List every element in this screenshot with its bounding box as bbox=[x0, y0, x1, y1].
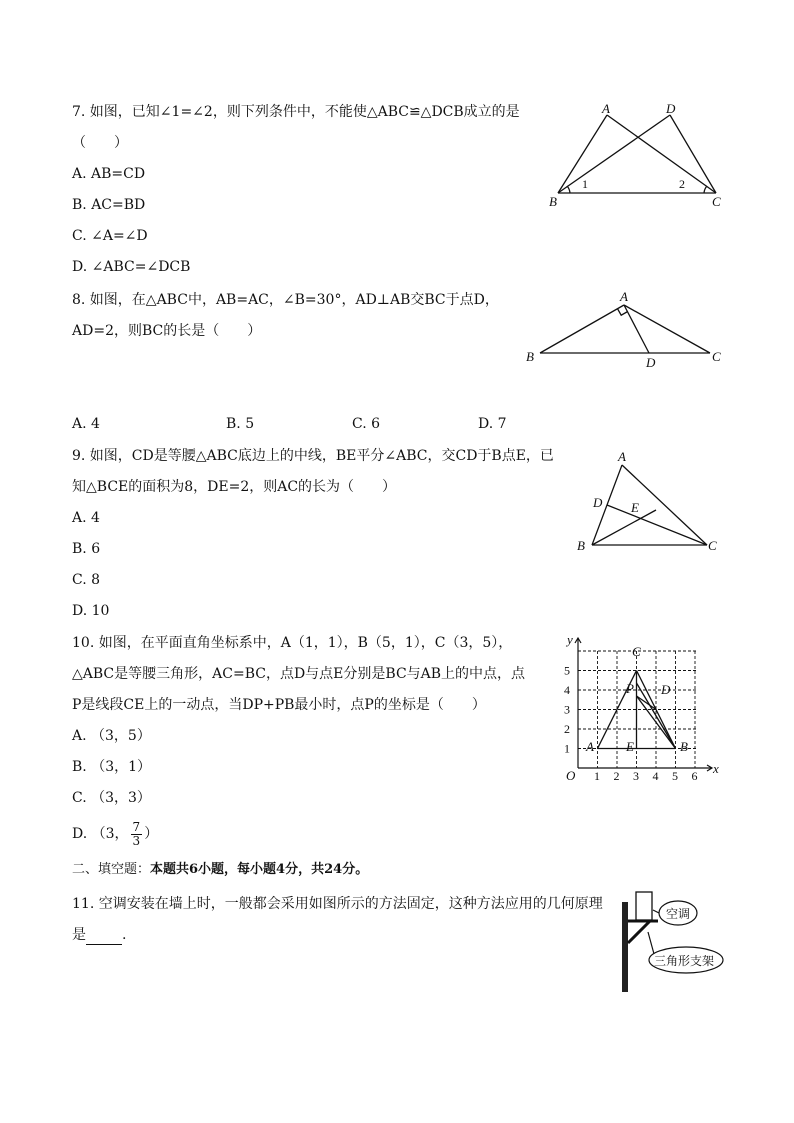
q7-angle1-arc bbox=[567, 186, 570, 193]
q10-label-y-axis: y bbox=[567, 632, 573, 647]
section2-heading: 二、填空题： bbox=[72, 862, 151, 877]
q11-line1: 11. 空调安装在墙上时，一般都会采用如图所示的方法固定，这种方法应用的几何原理 bbox=[72, 896, 603, 912]
q11-wall bbox=[622, 902, 628, 992]
q8-option-a: A. 4 bbox=[72, 416, 100, 432]
q11-line2-prefix: 是 bbox=[72, 927, 86, 943]
q7-label-c: C bbox=[712, 194, 721, 209]
q9-label-e: E bbox=[631, 500, 639, 515]
q7-option-a: A. AB=CD bbox=[72, 166, 146, 182]
q8-label-a: A bbox=[620, 289, 628, 304]
q10-option-c: C. （3，3） bbox=[72, 790, 151, 806]
q10-label-p: P bbox=[626, 681, 634, 696]
q8-option-b: B. 5 bbox=[226, 416, 255, 432]
q8-option-c: C. 6 bbox=[352, 416, 381, 432]
q9-label-a: A bbox=[618, 449, 626, 464]
q7-label-a: A bbox=[602, 101, 610, 116]
q10-fraction-denominator: 3 bbox=[132, 833, 141, 848]
q7-segment-bd bbox=[558, 115, 670, 193]
q8-option-d: D. 7 bbox=[478, 416, 507, 432]
q10-label-origin: O bbox=[566, 768, 576, 783]
q8-segment-ab bbox=[540, 305, 624, 353]
q7-label-d: D bbox=[666, 101, 676, 116]
q11-label-ac: 空调 bbox=[666, 907, 691, 921]
q10-label-c: C bbox=[632, 644, 641, 659]
q9-option-d: D. 10 bbox=[72, 603, 110, 619]
q10-xtick-3: 3 bbox=[633, 769, 639, 783]
q7-segment-dc bbox=[670, 115, 716, 193]
q10-ytick-3: 3 bbox=[564, 702, 570, 717]
q9-line1: 9. 如图，CD是等腰△ABC底边上的中线，BE平分∠ABC，交CD于B点E，已 bbox=[72, 448, 554, 464]
q10-line2: △ABC是等腰三角形，AC=BC，点D与点E分别是BC与AB上的中点，点 bbox=[72, 666, 526, 682]
q8-label-d: D bbox=[646, 355, 656, 370]
q7-option-d: D. ∠ABC=∠DCB bbox=[72, 259, 191, 275]
q10-label-d: D bbox=[661, 682, 671, 697]
q10-label-a: A bbox=[586, 739, 594, 754]
q7-option-b: B. AC=BD bbox=[72, 197, 146, 213]
q9-label-d: D bbox=[593, 495, 603, 510]
q10-option-b: B. （3，1） bbox=[72, 759, 152, 775]
section2-header bbox=[72, 860, 368, 880]
q10-ytick-1: 1 bbox=[564, 741, 570, 756]
q9-line2: 知△BCE的面积为8，DE=2，则AC的长为（ ） bbox=[72, 479, 397, 495]
q10-option-a: A. （3，5） bbox=[72, 728, 151, 744]
q10-label-x-axis: x bbox=[713, 761, 719, 776]
q11-label-bracket: 三角形支架 bbox=[654, 954, 715, 968]
q10-line3: P是线段CE上的一动点，当DP+PB最小时，点P的坐标是（ ） bbox=[72, 697, 486, 713]
q10-coordinate-figure bbox=[560, 630, 728, 783]
q9-option-a: A. 4 bbox=[72, 510, 100, 526]
q9-label-b: B bbox=[577, 538, 585, 553]
q7-angle2-arc bbox=[704, 186, 707, 193]
q8-label-c: C bbox=[712, 349, 721, 364]
q10-line1: 10. 如图，在平面直角坐标系中，A（1，1），B（5，1），C（3，5）， bbox=[72, 635, 513, 651]
q7-label-angle1: 1 bbox=[582, 177, 588, 191]
q10-xtick-4: 4 bbox=[652, 769, 659, 783]
q7-answer-paren: （ ） bbox=[72, 135, 128, 151]
q11-figure bbox=[610, 888, 728, 996]
q10-option-d bbox=[72, 817, 158, 851]
q11-line2 bbox=[72, 925, 126, 945]
q9-label-c: C bbox=[708, 538, 717, 553]
q11-ac-unit bbox=[636, 892, 652, 920]
q7-stem: 7. 如图，已知∠1=∠2，则下列条件中，不能使△ABC≌△DCB成立的是 bbox=[72, 104, 520, 120]
q9-option-c: C. 8 bbox=[72, 572, 101, 588]
q10-fraction-numerator: 7 bbox=[132, 819, 141, 834]
q11-answer-blank[interactable] bbox=[86, 930, 122, 945]
q10-xtick-6: 6 bbox=[691, 769, 698, 783]
q10-option-d-prefix: D. （3， bbox=[72, 826, 129, 842]
q8-label-b: B bbox=[526, 349, 534, 364]
q7-option-c: C. ∠A=∠D bbox=[72, 228, 148, 244]
q8-figure bbox=[520, 285, 730, 375]
q10-xtick-1: 1 bbox=[594, 769, 600, 783]
q10-option-d-fraction bbox=[131, 821, 143, 848]
q10-ytick-2: 2 bbox=[564, 722, 570, 736]
q10-label-e: E bbox=[626, 739, 634, 754]
q10-xtick-5: 5 bbox=[672, 769, 678, 783]
q7-figure bbox=[540, 100, 740, 212]
q10-ytick-5: 5 bbox=[564, 663, 570, 678]
q7-label-angle2: 2 bbox=[679, 177, 685, 191]
q11-bracket-diagonal bbox=[628, 921, 650, 943]
q9-segment-be bbox=[592, 510, 656, 545]
q10-option-d-suffix: ） bbox=[144, 826, 159, 842]
q8-line1: 8. 如图，在△ABC中，AB=AC，∠B=30°，AD⊥AB交BC于点D， bbox=[72, 292, 499, 308]
section2-description: 本题共6小题，每小题4分，共24分。 bbox=[150, 862, 369, 877]
q7-segment-ac bbox=[607, 115, 716, 193]
q10-xtick-2: 2 bbox=[613, 769, 620, 783]
q9-figure bbox=[570, 448, 730, 558]
q8-line2: AD=2，则BC的长是（ ） bbox=[72, 323, 262, 339]
q9-option-b: B. 6 bbox=[72, 541, 101, 557]
q10-ytick-4: 4 bbox=[564, 683, 570, 697]
q7-label-b: B bbox=[549, 194, 557, 209]
q10-label-b: B bbox=[680, 739, 688, 754]
q9-segment-cd bbox=[607, 505, 707, 545]
q11-line2-suffix: . bbox=[122, 927, 127, 943]
